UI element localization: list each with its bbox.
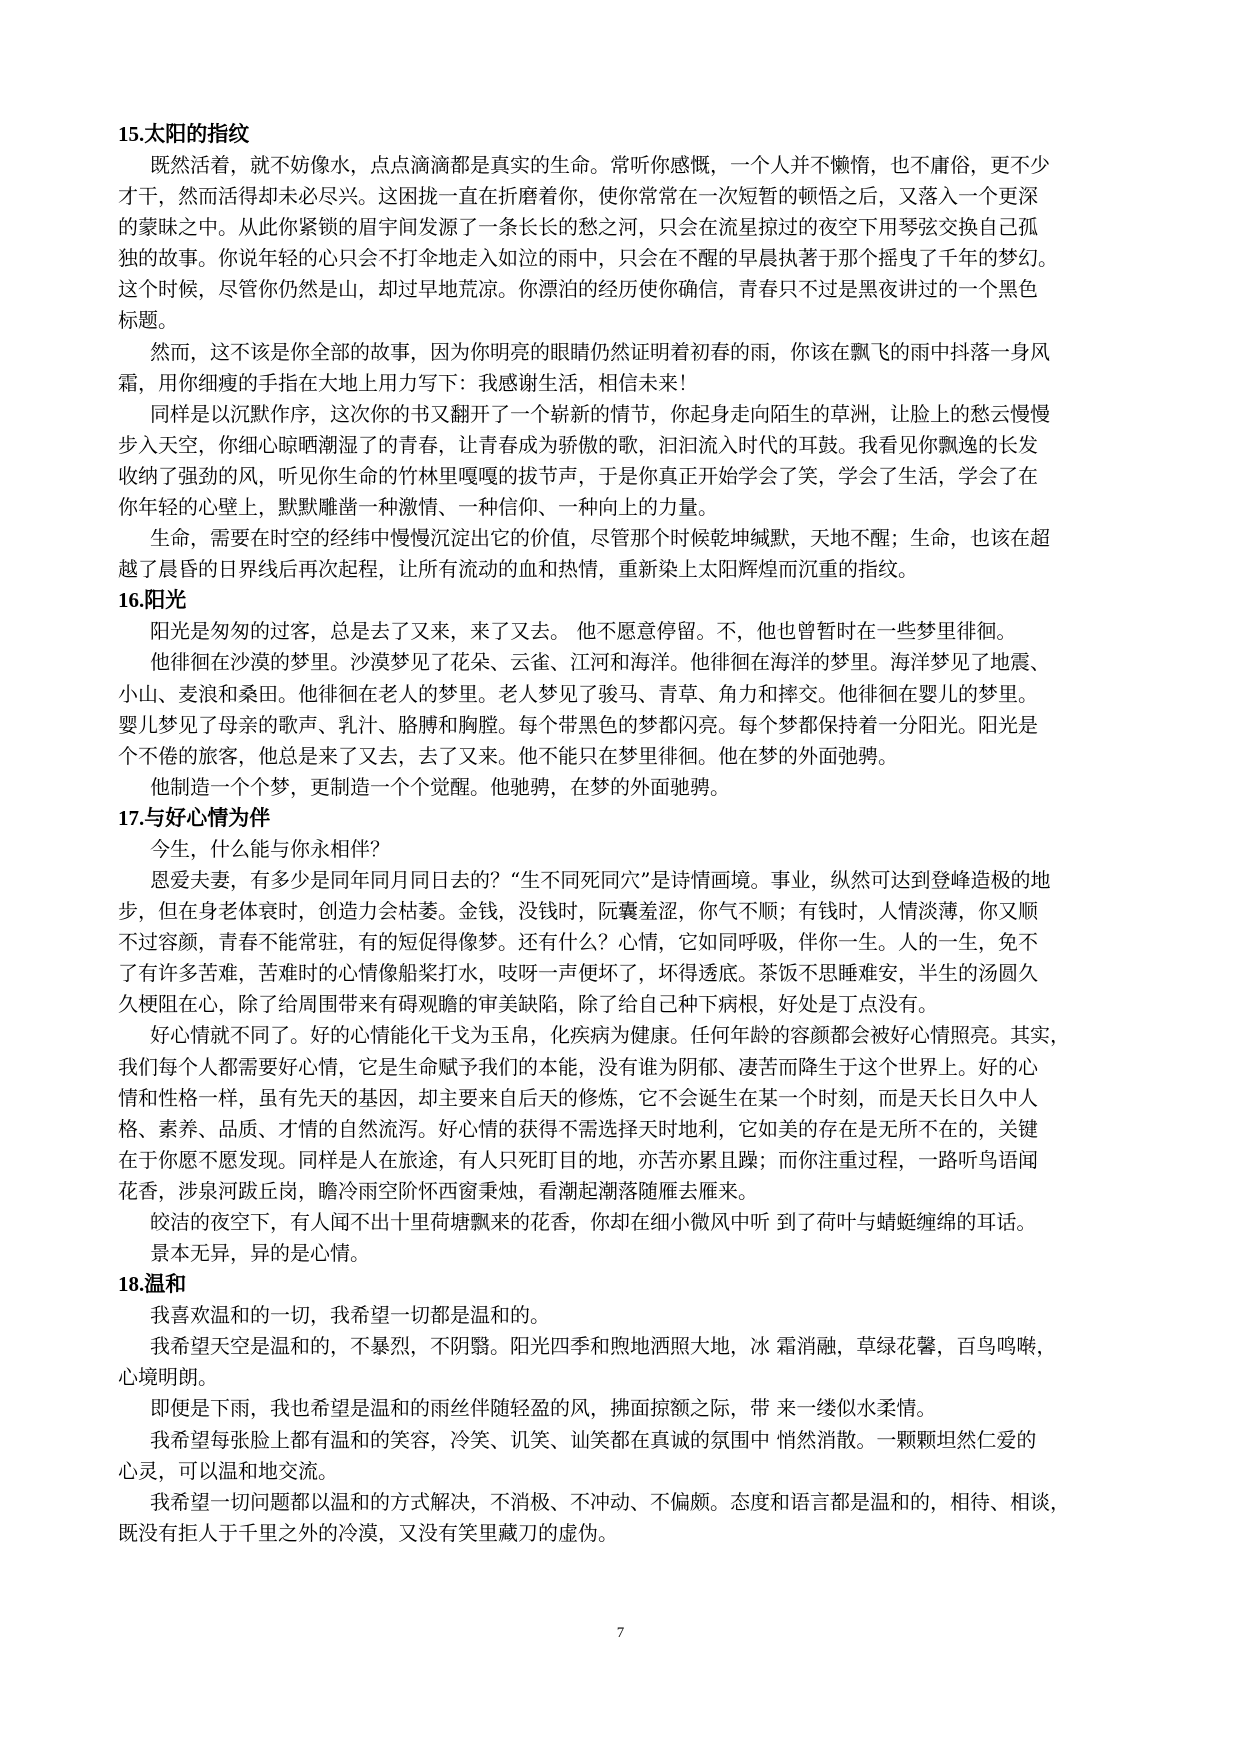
text-line: 我们每个人都需要好心情，它是生命赋予我们的本能，没有谁为阴郁、凄苦而降生于这个世界上。好的心 [118,1054,1038,1079]
text-line: 然而，这不该是你全部的故事，因为你明亮的眼睛仍然证明着初春的雨，你该在飘飞的雨中抖落一身风 [150,339,1050,364]
paragraph [118,865,1130,1020]
paragraph [118,1020,1130,1207]
text-line: 步入天空，你细心晾晒潮湿了的青春，让青春成为骄傲的歌，汩汩流入时代的耳鼓。我看见你飘逸的长发 [118,432,1038,457]
paragraph [118,1393,1130,1424]
text-line: 越了晨昏的日界线后再次起程，让所有流动的血和热情，重新染上太阳辉煌而沉重的指纹。 [118,557,918,582]
text-line: 小山、麦浪和桑田。他徘徊在老人的梦里。老人梦见了骏马、青草、角力和摔交。他徘徊在婴儿的梦里。 [118,681,1038,706]
text-line: 花香，涉泉河跋丘岗，瞻冷雨空阶怀西窗秉烛，看潮起潮落随雁去雁来。 [118,1178,758,1203]
paragraph [118,399,1130,523]
paragraph [118,523,1130,585]
text-line: 格、素养、品质、才情的自然流泻。好心情的获得不需选择天时地利，它如美的存在是无所不在的，关键 [118,1116,1038,1141]
text-line: 才干，然而活得却未必尽兴。这困拢一直在折磨着你，使你常常在一次短暂的顿悟之后，又落入一个更深 [118,184,1038,209]
text-line: 既没有拒人于千里之外的冷漠，又没有笑里藏刀的虚伪。 [118,1520,618,1545]
text-line: 了有许多苦难，苦难时的心情像船桨打水，吱呀一声便坏了，坏得透底。茶饭不思睡难安，半生的汤圆久 [118,961,1038,986]
text-line: 个不倦的旅客，他总是来了又去，去了又来。他不能只在梦里徘徊。他在梦的外面弛骋。 [118,743,898,768]
text-line: 标题。 [118,308,178,333]
page-number: 7 [616,1625,625,1641]
text-line: 久梗阻在心，除了给周围带来有碍观瞻的审美缺陷，除了给自己种下病根，好处是丁点没有。 [118,992,938,1017]
section-title: 15.太阳的指纹 [118,122,250,146]
text-line: 他制造一个个梦，更制造一个个觉醒。他驰骋，在梦的外面驰骋。 [150,774,730,799]
paragraph [118,1487,1130,1549]
text-line: 在于你愿不愿发现。同样是人在旅途，有人只死盯目的地，亦苦亦累且躁；而你注重过程，一路听鸟语闻 [118,1147,1038,1172]
text-line: 我希望天空是温和的，不暴烈，不阴翳。阳光四季和煦地洒照大地，冰 霜消融，草绿花馨，百鸟鸣啭， [150,1334,1057,1359]
text-line: 我希望一切问题都以温和的方式解决，不消极、不冲动、不偏颇。态度和语言都是温和的，相待、相谈， [150,1489,1070,1514]
text-line: 心境明朗。 [118,1365,218,1390]
text-line: 今生，什么能与你永相伴？ [150,836,390,861]
paragraph [118,772,1130,803]
paragraph [118,150,1130,337]
text-line: 收纳了强劲的风，听见你生命的竹林里嘎嘎的拔节声，于是你真正开始学会了笑，学会了生活，学会了在 [118,463,1038,488]
text-line: 同样是以沉默作序，这次你的书又翻开了一个崭新的情节，你起身走向陌生的草洲，让脸上的愁云慢慢 [150,401,1050,426]
text-line: 我希望每张脸上都有温和的笑容，冷笑、讥笑、讪笑都在真诚的氛围中 悄然消散。一颗颗坦然仁爱的 [150,1427,1037,1452]
text-line: 婴儿梦见了母亲的歌声、乳汁、胳膊和胸膛。每个带黑色的梦都闪亮。每个梦都保持着一分阳光。阳光是 [118,712,1038,737]
text-line: 既然活着，就不妨像水，点点滴滴都是真实的生命。常听你感慨，一个人并不懒惰，也不庸俗，更不少 [150,153,1050,177]
text-line: 好心情就不同了。好的心情能化干戈为玉帛，化疾病为健康。任何年龄的容颜都会被好心情照亮。其实， [150,1023,1070,1048]
paragraph [118,1238,1130,1269]
text-line: 我喜欢温和的一切，我希望一切都是温和的。 [150,1303,550,1328]
text-line: 的蒙昧之中。从此你紧锁的眉宇间发源了一条长长的愁之河，只会在流星掠过的夜空下用琴弦交换自己孤 [118,215,1038,240]
text-line: 皎洁的夜空下，有人闻不出十里荷塘飘来的花香，你却在细小微风中听 到了荷叶与蜻蜓缠绵的耳话。 [150,1210,1037,1234]
text-line: 独的故事。你说年轻的心只会不打伞地走入如泣的雨中，只会在不醒的早晨执著于那个摇曳了千年的梦幻。 [118,246,1058,271]
paragraph [118,1331,1130,1393]
text-line: 不过容颜，青春不能常驻，有的短促得像梦。还有什么？心情，它如同呼吸，伴你一生。人的一生，免不 [118,930,1038,955]
text-line: 情和性格一样，虽有先天的基因，却主要来自后天的修炼，它不会诞生在某一个时刻，而是天长日久中人 [118,1085,1038,1110]
text-line: 景本无异，异的是心情。 [150,1241,370,1266]
paragraph [118,1425,1130,1487]
section-title: 18.温和 [118,1272,187,1297]
paragraph [118,337,1130,399]
paragraph [118,1207,1130,1238]
paragraph [118,647,1130,771]
text-line: 心灵，可以温和地交流。 [118,1458,338,1483]
section-title: 17.与好心情为伴 [118,805,271,830]
text-line: 他徘徊在沙漠的梦里。沙漠梦见了花朵、云雀、江河和海洋。他徘徊在海洋的梦里。海洋梦见了地震、 [150,650,1050,675]
section-title: 16.阳光 [118,588,187,613]
document-body [118,119,1130,1549]
text-line: 你年轻的心壁上，默默雕凿一种激情、一种信仰、一种向上的力量。 [118,495,718,520]
text-line: 阳光是匆匆的过客，总是去了又来，来了又去。 他不愿意停留。不，他也曾暂时在一些梦里徘徊。 [150,619,1017,644]
paragraph [118,1300,1130,1331]
text-line: 这个时候，尽管你仍然是山，却过早地荒凉。你漂泊的经历使你确信，青春只不过是黑夜讲过的一个黑色 [118,277,1038,302]
text-line: 恩爱夫妻，有多少是同年同月同日去的？“生不同死同穴”是诗情画境。事业，纵然可达到登峰造极的地 [150,867,1051,892]
text-line: 步，但在身老体衰时，创造力会枯萎。金钱，没钱时，阮囊羞涩，你气不顺；有钱时，人情淡薄，你又顺 [118,899,1038,924]
paragraph [118,616,1130,647]
text-line: 生命，需要在时空的经纬中慢慢沉淀出它的价值，尽管那个时候乾坤缄默，天地不醒；生命，也该在超 [150,526,1050,551]
paragraph [118,834,1130,865]
text-line: 即便是下雨，我也希望是温和的雨丝伴随轻盈的风，拂面掠额之际，带 来一缕似水柔情。 [150,1396,937,1421]
text-line: 霜，用你细瘦的手指在大地上用力写下：我感谢生活，相信未来！ [118,370,698,395]
